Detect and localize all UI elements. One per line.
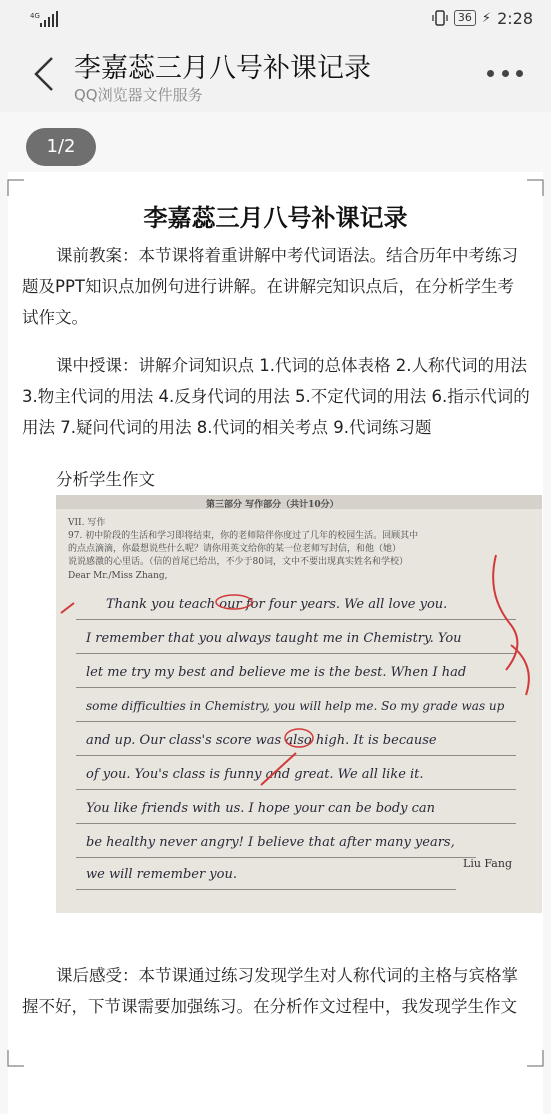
section-heading: 第三部分 写作部分（共计10分） — [206, 500, 339, 510]
post-lesson-paragraph: 课后感受：本节课通过练习发现学生对人称代词的主格与宾格掌握不好，下节课需要加强练习。在分析作文过程中，我发现学生作文 — [22, 966, 518, 1016]
essay-line: I remember that you always taught me in Chemistry. You — [86, 631, 462, 646]
essay-line: and up. Our class's score was also high. It is because — [86, 733, 437, 748]
essay-line: we will remember you. — [86, 867, 237, 882]
pre-lesson-paragraph: 课前教案：本节课将着重讲解中考代词语法。结合历年中考练习题及PPT知识点加例句进行讲解。在讲解完知识点后，在分析学生考试作文。 — [22, 246, 518, 327]
battery-level: 36 — [454, 10, 476, 26]
question-text-1: 97. 初中阶段的生活和学习即将结束，你的老师陪伴你度过了几年的校园生活。回顾其中 — [68, 531, 419, 541]
charging-icon: ⚡ — [481, 10, 492, 26]
salutation: Dear Mr./Miss Zhang, — [68, 571, 168, 581]
network-label: 4G — [30, 12, 40, 20]
essay-line: of you. You's class is funny and great. We all like it. — [86, 767, 424, 782]
clock: 2:28 — [497, 8, 533, 28]
page-subtitle: QQ浏览器文件服务 — [74, 86, 203, 104]
essay-line: some difficulties in Chemistry, you will help me. So my grade was up — [86, 699, 505, 713]
document-title: 李嘉蕊三月八号补课记录 — [143, 204, 408, 232]
page-title: 李嘉蕊三月八号补课记录 — [74, 53, 371, 84]
question-text-2: 的点点滴滴，你最想说些什么呢？请你用英文给你的某一位老师写封信，和他（她） — [68, 544, 402, 554]
question-text-3: 说说感激的心里话。（信的首尾已给出，不少于80词，文中不要出现真实姓名和学校） — [68, 557, 408, 567]
essay-line: be healthy never angry! I believe that after many years, — [86, 835, 455, 850]
essay-line: Thank you teach our for four years. We all love you. — [106, 597, 448, 612]
question-label: VII. 写作 — [68, 518, 106, 528]
signature: Liu Fang — [463, 857, 512, 870]
essay-line: let me try my best and believe me is the best. When I had — [86, 665, 467, 680]
essay-line: You like friends with us. I hope your can be body can — [86, 801, 436, 816]
red-corrections — [56, 495, 542, 913]
page-indicator[interactable]: 1/2 — [26, 128, 96, 166]
essay-label: 分析学生作文 — [56, 470, 155, 489]
essay-photo — [56, 495, 542, 913]
in-lesson-paragraph: 课中授课：讲解介词知识点 1.代词的总体表格 2.人称代词的用法 3.物主代词的用法 4.反身代词的用法 5.不定代词的用法 6.指示代词的用法 7.疑问代词的用法 8.代词的相关考点 9.代词练习题 — [22, 356, 530, 437]
